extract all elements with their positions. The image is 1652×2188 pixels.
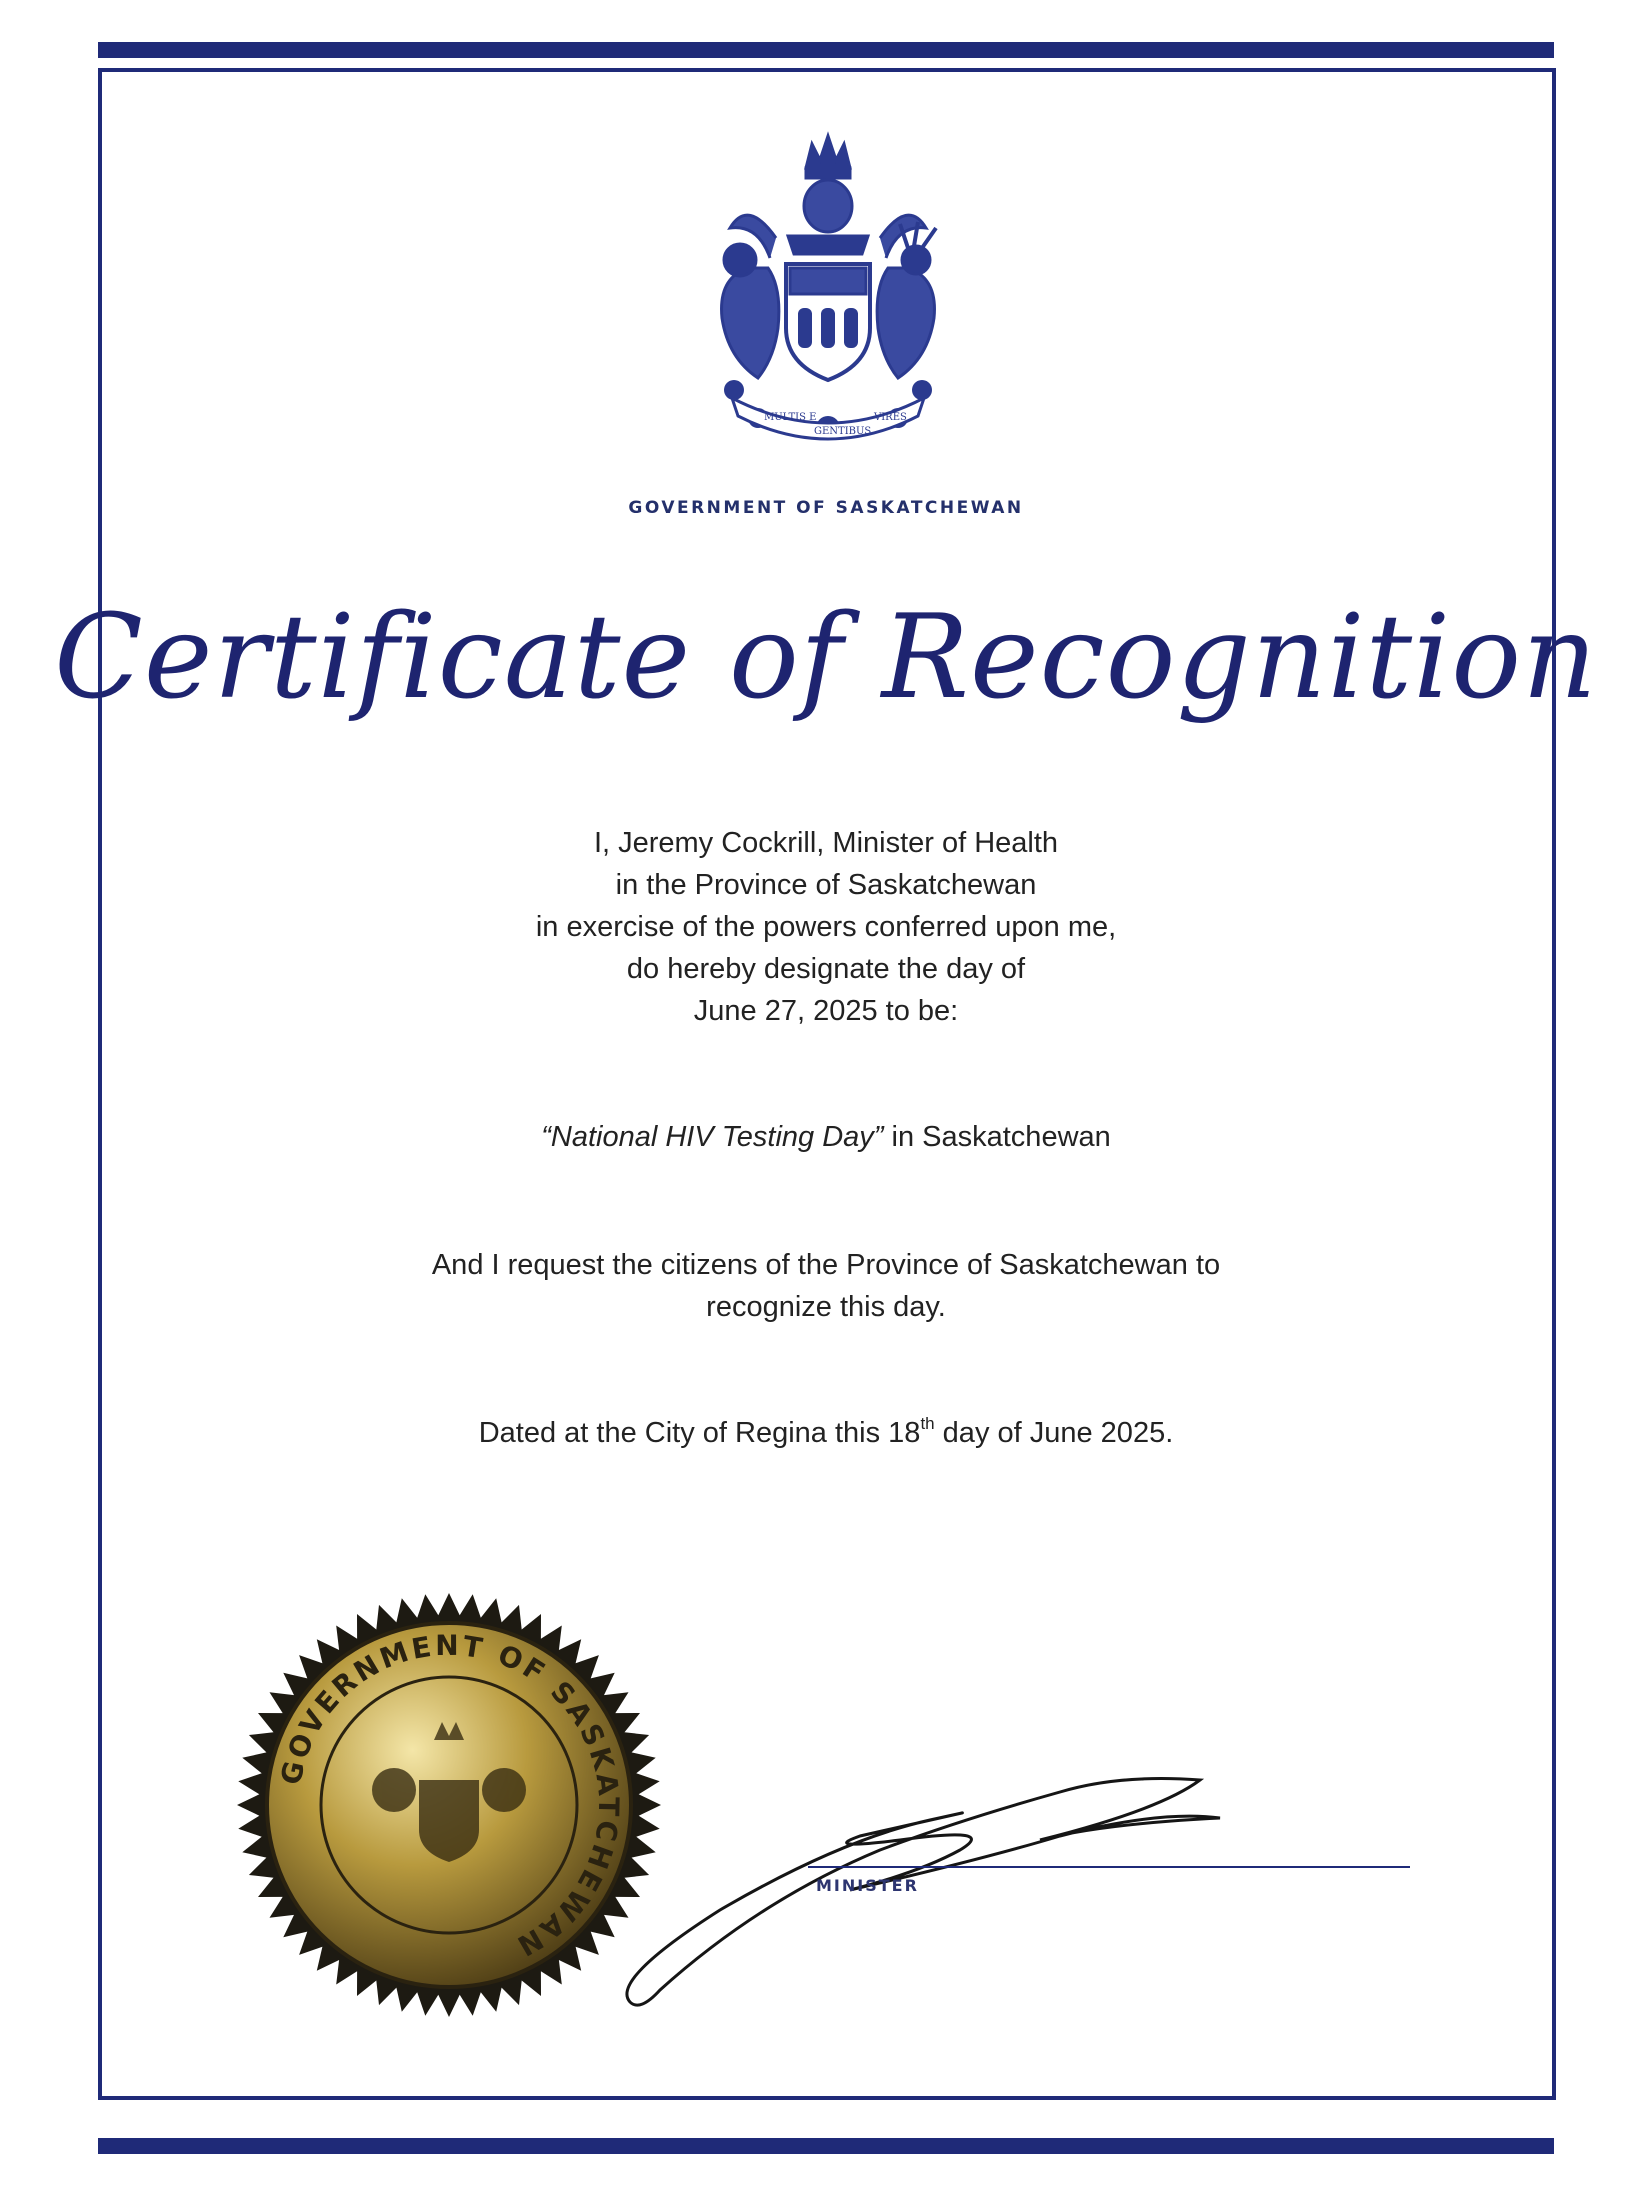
seal-ring-text: GOVERNMENT OF SASKATCHEWAN	[274, 1628, 626, 1964]
dated-suffix: day of June 2025.	[934, 1417, 1174, 1449]
designation-line: in exercise of the powers conferred upon me,	[535, 911, 1117, 943]
crest-motto-center: GENTIBUS	[814, 426, 872, 437]
minister-label: MINISTER	[816, 1876, 919, 1895]
day-name-line	[0, 1116, 1652, 1158]
designation-line: in the Province of Saskatchewan	[615, 869, 1037, 901]
day-suffix: in Saskatchewan	[883, 1121, 1111, 1153]
dated-ordinal: th	[920, 1414, 935, 1434]
bottom-border-band	[98, 2138, 1554, 2154]
request-paragraph	[0, 1244, 1652, 1328]
government-heading: GOVERNMENT OF SASKATCHEWAN	[628, 498, 1024, 518]
request-line: And I request the citizens of the Province of Saskatchewan to	[431, 1249, 1221, 1281]
designation-paragraph	[0, 822, 1652, 1032]
dated-line	[0, 1412, 1652, 1454]
designation-line: do hereby designate the day of	[626, 953, 1026, 985]
coat-of-arms-icon	[678, 128, 978, 446]
certificate-title: Certificate of Recognition	[54, 590, 1598, 725]
request-line: recognize this day.	[706, 1291, 946, 1323]
top-border-band	[98, 42, 1554, 58]
crest-motto-right: VIRES	[874, 412, 907, 423]
designation-line: I, Jeremy Cockrill, Minister of Health	[593, 827, 1059, 859]
minister-signature	[600, 1740, 1300, 2040]
signature-line	[808, 1866, 1410, 1868]
crest-motto-left: MULTIS E	[764, 412, 817, 423]
designation-line: June 27, 2025 to be:	[693, 995, 959, 1027]
day-name: “National HIV Testing Day”	[541, 1121, 884, 1153]
dated-prefix: Dated at the City of Regina this 18	[478, 1417, 921, 1449]
